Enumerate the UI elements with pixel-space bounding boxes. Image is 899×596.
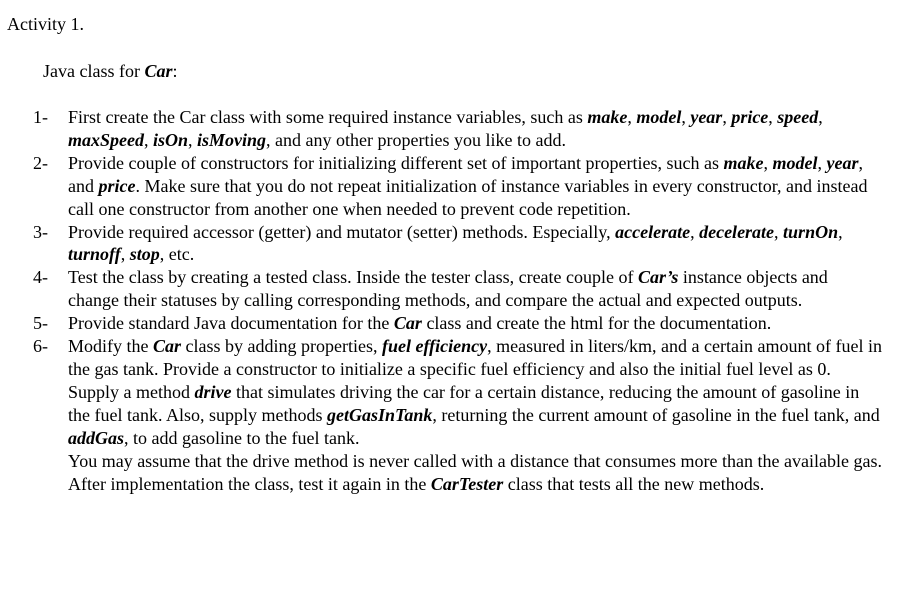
- emphasized-term: make: [723, 152, 764, 173]
- emphasized-term: Car: [153, 336, 182, 357]
- emphasized-term: Car’s: [638, 267, 679, 288]
- text-run: ,: [763, 152, 773, 173]
- task-text: [68, 153, 868, 219]
- emphasized-term: make: [587, 107, 628, 127]
- text-run: Modify the: [68, 336, 153, 357]
- text-run: , measured in liters/km, and a certain amount of fuel in the gas tank. Provide a constructor to initialize a specific fuel efficiency and also the initial fuel level as 0. Supply a method: [68, 336, 882, 402]
- task-number: 1-: [33, 107, 48, 127]
- task-text: [68, 313, 771, 333]
- text-run: instance objects and change their statuses by calling corresponding methods, and compare the actual and expected outputs.: [68, 267, 828, 311]
- text-run: , to add gasoline to the fuel tank.: [124, 427, 360, 448]
- task-item: [33, 106, 883, 152]
- emphasized-term: accelerate: [615, 221, 691, 242]
- emphasized-term: CarTester: [430, 473, 504, 494]
- text-run: , etc.: [159, 244, 195, 265]
- text-run: ,: [681, 107, 691, 127]
- text-run: class that tests all the new methods.: [503, 473, 765, 494]
- emphasized-term: drive: [194, 381, 232, 402]
- emphasized-term: fuel efficiency: [381, 336, 488, 357]
- task-number: 2-: [33, 152, 48, 173]
- text-run: , and: [68, 152, 863, 196]
- task-text: [68, 336, 882, 493]
- emphasized-term: decelerate: [699, 221, 775, 242]
- emphasized-term: year: [826, 152, 859, 173]
- emphasized-term: model: [636, 107, 682, 127]
- task-item: [33, 335, 883, 495]
- emphasized-term: addGas: [68, 427, 125, 448]
- text-run: You may assume that the drive method is never called with a distance that consumes more than the available gas. After implementation the class, test it again in the: [68, 450, 882, 494]
- text-run: that simulates driving the car for a certain distance, reducing the amount of gasoline in the fuel tank. Also, supply methods: [68, 381, 860, 425]
- text-run: ,: [120, 244, 130, 265]
- task-number: 6-: [33, 336, 48, 357]
- emphasized-term: turnOn: [783, 221, 839, 242]
- text-run: ,: [627, 107, 637, 127]
- task-list: [33, 106, 883, 495]
- emphasized-term: isMoving: [197, 129, 267, 150]
- emphasized-term: Car: [393, 313, 422, 334]
- text-run: ,: [144, 129, 153, 150]
- task-item: [33, 312, 883, 335]
- text-run: ,: [817, 152, 827, 173]
- task-item: [33, 266, 883, 312]
- task-number: 4-: [33, 267, 48, 288]
- emphasized-term: getGasInTank: [326, 404, 433, 425]
- text-run: ,: [774, 221, 784, 242]
- text-run: , and any other properties you like to add.: [266, 129, 566, 150]
- task-text: [68, 107, 823, 150]
- text-run: ,: [722, 107, 732, 127]
- emphasized-term: speed: [777, 107, 819, 127]
- subheading-class-name: Car: [144, 61, 173, 81]
- emphasized-term: price: [731, 107, 769, 127]
- task-item: [33, 152, 883, 221]
- text-run: Test the class by creating a tested class. Inside the tester class, create couple of: [68, 267, 639, 288]
- text-run: class and create the html for the documentation.: [421, 313, 772, 334]
- emphasized-term: turnoff: [68, 244, 121, 265]
- subheading-prefix: Java class for: [43, 61, 145, 81]
- text-run: First create the Car class with some required instance variables, such as: [68, 107, 588, 127]
- task-number: 5-: [33, 313, 48, 334]
- activity-heading: Activity 1.: [7, 14, 84, 34]
- text-run: ,: [690, 221, 700, 242]
- text-run: Provide standard Java documentation for the: [68, 313, 394, 334]
- text-run: ,: [188, 129, 198, 150]
- java-class-subheading: [43, 60, 178, 82]
- emphasized-term: price: [98, 175, 136, 196]
- text-run: Provide couple of constructors for initializing different set of important properties, such as: [68, 152, 724, 173]
- text-run: , returning the current amount of gasoline in the fuel tank, and: [432, 404, 880, 425]
- text-run: . Make sure that you do not repeat initialization of instance variables in every constructor, and instead call one constructor from another one when needed to prevent code repetition.: [68, 175, 868, 219]
- text-run: ,: [818, 107, 823, 127]
- task-number: 3-: [33, 221, 48, 242]
- emphasized-term: maxSpeed: [68, 129, 144, 150]
- text-run: ,: [768, 107, 778, 127]
- task-text: [68, 222, 843, 265]
- emphasized-term: isOn: [153, 129, 189, 150]
- text-run: ,: [838, 221, 843, 242]
- text-run: class by adding properties,: [181, 336, 382, 357]
- emphasized-term: year: [690, 107, 723, 127]
- emphasized-term: stop: [129, 244, 160, 265]
- text-run: Provide required accessor (getter) and mutator (setter) methods. Especially,: [68, 221, 616, 242]
- task-item: [33, 221, 883, 267]
- emphasized-term: model: [772, 152, 818, 173]
- task-text: [68, 267, 828, 310]
- subheading-suffix: :: [172, 61, 178, 81]
